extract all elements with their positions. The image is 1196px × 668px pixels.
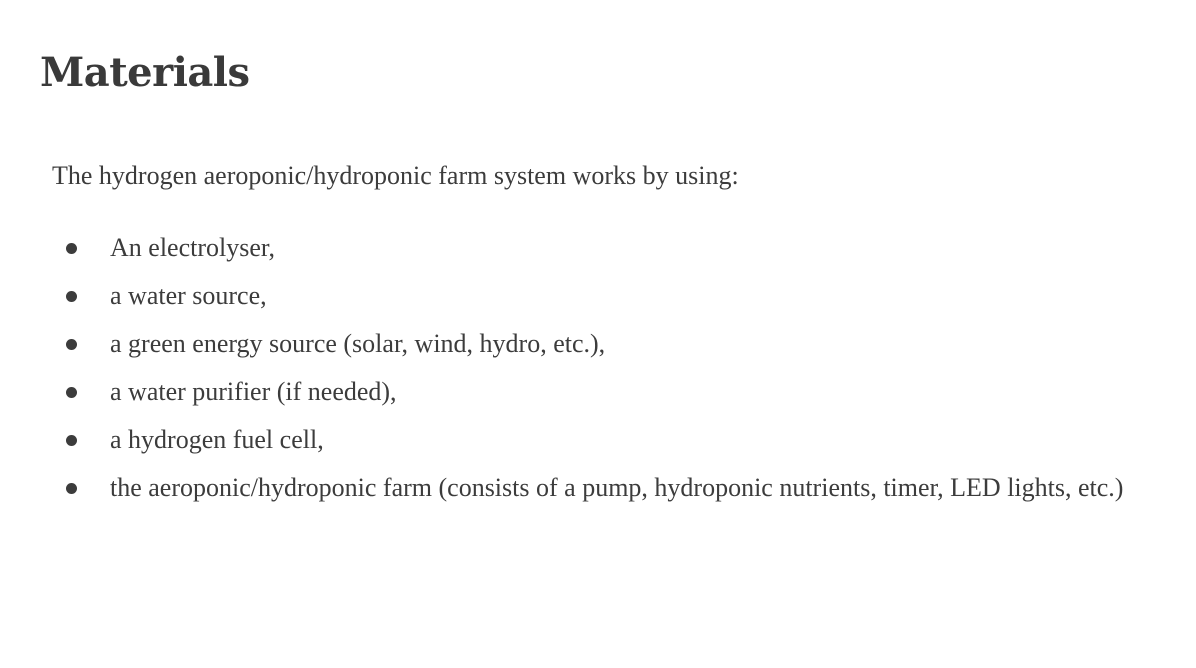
bullet-icon xyxy=(66,291,77,302)
list-item-text: a hydrogen fuel cell, xyxy=(110,425,324,454)
bullet-icon xyxy=(66,435,77,446)
intro-text: The hydrogen aeroponic/hydroponic farm system works by using: xyxy=(52,161,739,190)
bullet-icon xyxy=(66,243,77,254)
list-item-text: a green energy source (solar, wind, hydro, etc.), xyxy=(110,329,606,358)
materials-list xyxy=(60,224,1160,512)
slide-title: Materials xyxy=(40,49,250,96)
bullet-icon xyxy=(66,483,77,494)
list-item-text: the aeroponic/hydroponic farm (consists of a pump, hydroponic nutrients, timer, LED lights, etc.) xyxy=(110,473,1124,502)
bullet-icon xyxy=(66,339,77,350)
bullet-icon xyxy=(66,387,77,398)
list-item-text: a water purifier (if needed), xyxy=(110,377,397,406)
list-item-electrolyser xyxy=(60,224,1160,272)
list-item-farm xyxy=(60,464,1160,512)
list-item-water-source xyxy=(60,272,1160,320)
list-item-green-energy xyxy=(60,320,1160,368)
list-item-water-purifier xyxy=(60,368,1160,416)
list-item-fuel-cell xyxy=(60,416,1160,464)
list-item-text: a water source, xyxy=(110,281,267,310)
list-item-text: An electrolyser, xyxy=(110,233,276,262)
